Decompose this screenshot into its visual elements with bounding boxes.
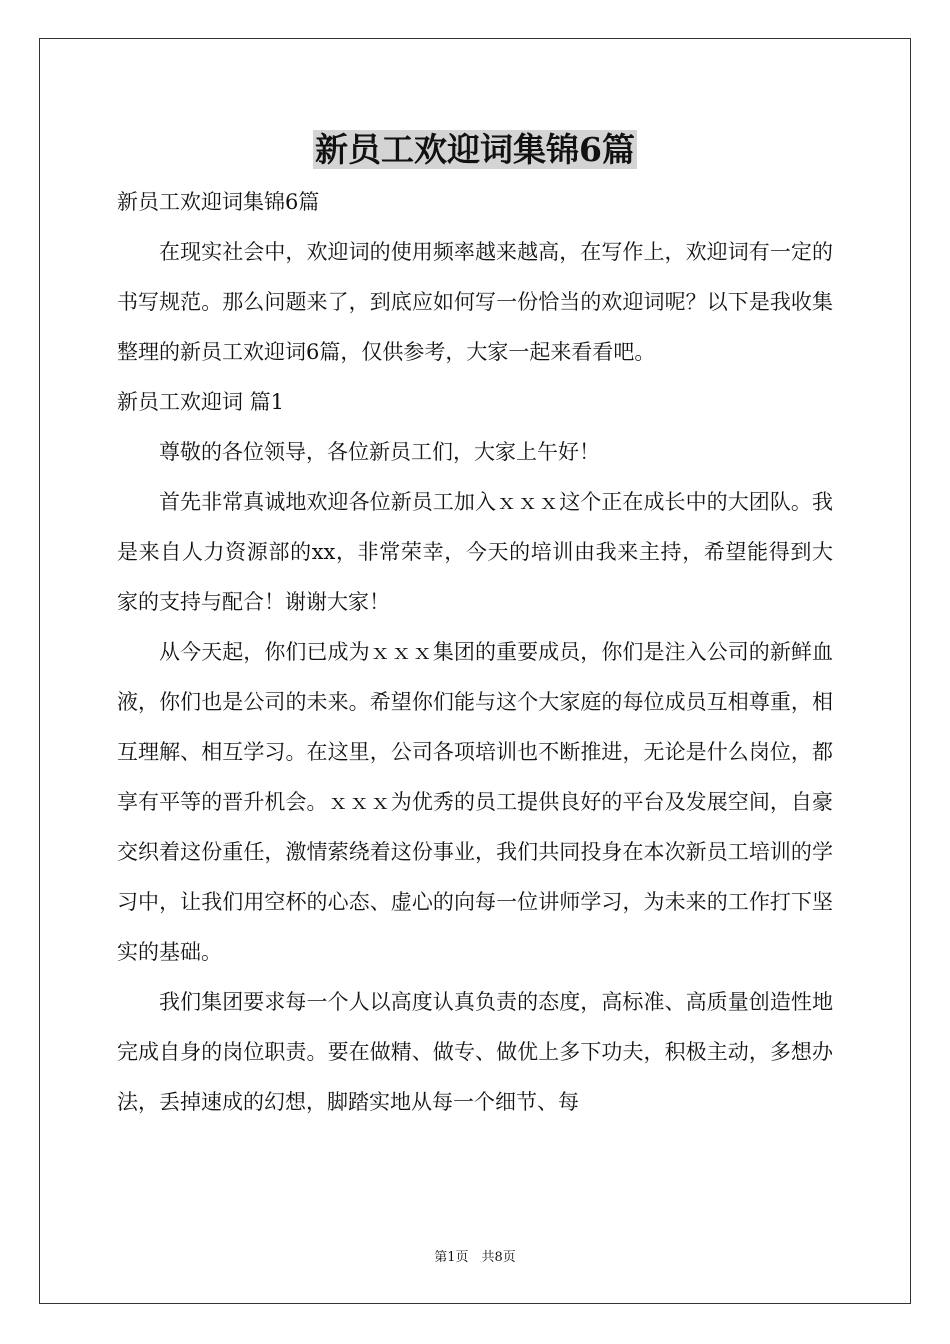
document-title — [0, 128, 950, 172]
document-title-text: 新员工欢迎词集锦6篇 — [315, 130, 635, 169]
body-paragraph: 我们集团要求每一个人以高度认真负责的态度，高标准、高质量创造性地完成自身的岗位职责。要在做精、做专、做优上多下功夫，积极主动，多想办法，丢掉速成的幻想，脚踏实地从每一个细节、每 — [117, 990, 833, 1114]
section-heading: 新员工欢迎词 篇1 — [117, 390, 285, 414]
page-number: 第1页 共8页 — [434, 1250, 516, 1265]
greeting-paragraph: 尊敬的各位领导，各位新员工们，大家上午好！ — [159, 440, 600, 464]
intro-paragraph: 在现实社会中，欢迎词的使用频率越来越高，在写作上，欢迎词有一定的书写规范。那么问题来了，到底应如何写一份恰当的欢迎词呢？以下是我收集整理的新员工欢迎词6篇，仅供参考，大家一起来看看吧。 — [117, 240, 833, 364]
document-body — [117, 177, 833, 1127]
body-paragraph: 首先非常真诚地欢迎各位新员工加入ｘｘｘ这个正在成长中的大团队。我是来自人力资源部的xx，非常荣幸，今天的培训由我来主持，希望能得到大家的支持与配合！谢谢大家！ — [117, 490, 833, 614]
subtitle-paragraph: 新员工欢迎词集锦6篇 — [117, 190, 320, 214]
page-footer — [0, 1246, 950, 1265]
body-paragraph: 从今天起，你们已成为ｘｘｘ集团的重要成员，你们是注入公司的新鲜血液，你们也是公司的未来。希望你们能与这个大家庭的每位成员互相尊重，相互理解、相互学习。在这里，公司各项培训也不断推进，无论是什么岗位，都享有平等的晋升机会。ｘｘｘ为优秀的员工提供良好的平台及发展空间，自豪交织着这份重任，激情萦绕着这份事业，我们共同投身在本次新员工培训的学习中，让我们用空杯的心态、虚心的向每一位讲师学习，为未来的工作打下坚实的基础。 — [117, 640, 833, 964]
